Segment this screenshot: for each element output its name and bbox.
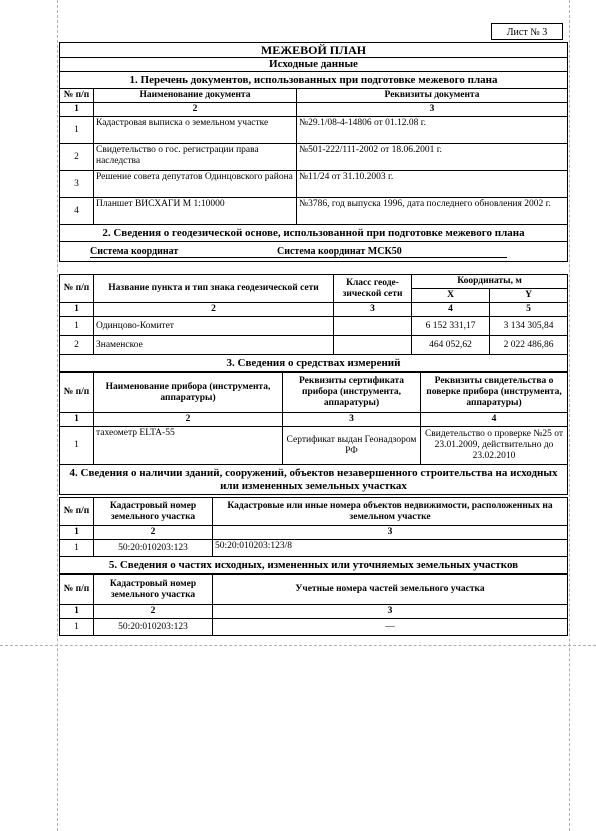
doc-req: №29.1/08-4-14806 от 01.12.08 г. <box>297 117 568 144</box>
col-index: 3 <box>213 605 568 619</box>
col-index: 4 <box>412 303 490 317</box>
row-num: 4 <box>60 198 94 225</box>
col-parts-header: Учетные номера частей земельного участка <box>213 575 568 605</box>
point-class <box>334 317 412 336</box>
table-row <box>60 317 568 336</box>
col-index: 2 <box>94 605 213 619</box>
coordinate-system-label: Система координат <box>90 246 277 258</box>
point-name: Одинцово-Комитет <box>94 317 334 336</box>
col-check-header: Реквизиты свидетельства о поверке прибора (инструмента, аппаратуры) <box>421 373 568 413</box>
row-num: 2 <box>60 336 94 355</box>
col-index: 5 <box>490 303 568 317</box>
table-row <box>60 427 568 465</box>
col-coord-header: Координаты, м <box>412 275 568 289</box>
col-cert-header: Реквизиты сертификата прибора (инструмента, аппаратуры) <box>283 373 421 413</box>
row-num: 2 <box>60 144 94 171</box>
doc-req: №11/24 от 31.10.2003 г. <box>297 171 568 198</box>
cadastral-number: 50:20:010203:123 <box>94 540 213 557</box>
col-index: 2 <box>94 413 283 427</box>
coordinate-system-line <box>60 242 568 262</box>
coord-x: 6 152 331,17 <box>412 317 490 336</box>
doc-name: Решение совета депутатов Одинцовского района <box>94 171 297 198</box>
documents-table <box>59 42 568 262</box>
page-margin-right <box>569 0 570 831</box>
col-index: 2 <box>94 103 297 117</box>
table-row <box>60 540 568 557</box>
table-row <box>60 198 568 225</box>
col-num-header: № п/п <box>60 373 94 413</box>
col-x-header: X <box>412 289 490 303</box>
instrument-cert: Сертификат выдан Геонадзором РФ <box>283 427 421 465</box>
col-index: 1 <box>60 103 94 117</box>
object-number: 50:20:010203:123/8 <box>213 540 568 557</box>
col-point-header: Название пункта и тип знака геодезической сети <box>94 275 334 303</box>
col-num-header: № п/п <box>60 575 94 605</box>
instrument-name: тахеометр ELTA-55 <box>94 427 283 465</box>
col-index: 1 <box>60 526 94 540</box>
buildings-table <box>59 497 568 574</box>
col-num-header: № п/п <box>60 89 94 103</box>
section-4-title: 4. Сведения о наличии зданий, сооружений, объектов незавершенного строительства на исходных или измененных земельных участках <box>60 465 568 495</box>
col-index: 1 <box>60 605 94 619</box>
row-num: 1 <box>60 619 94 636</box>
row-num: 1 <box>60 540 94 557</box>
row-num: 1 <box>60 317 94 336</box>
table-row <box>60 144 568 171</box>
page-subtitle: Исходные данные <box>60 58 568 72</box>
col-index: 3 <box>283 413 421 427</box>
col-index: 3 <box>334 303 412 317</box>
col-doc-name-header: Наименование документа <box>94 89 297 103</box>
sheet-number: Лист № 3 <box>491 23 563 40</box>
row-num: 1 <box>60 117 94 144</box>
section-5-title: 5. Сведения о частях исходных, измененных или уточняемых земельных участков <box>60 557 568 574</box>
doc-req: №501-222/111-2002 от 18.06.2001 г. <box>297 144 568 171</box>
col-instrument-header: Наименование прибора (инструмента, аппаратуры) <box>94 373 283 413</box>
col-doc-req-header: Реквизиты документа <box>297 89 568 103</box>
page-title: МЕЖЕВОЙ ПЛАН <box>60 43 568 58</box>
col-class-header: Класс геоде-зической сети <box>334 275 412 303</box>
col-objects-header: Кадастровые или иные номера объектов недвижимости, расположенных на земельном участке <box>213 498 568 526</box>
row-num: 1 <box>60 427 94 465</box>
table-row <box>60 336 568 355</box>
col-y-header: Y <box>490 289 568 303</box>
coord-y: 3 134 305,84 <box>490 317 568 336</box>
table-row <box>60 619 568 636</box>
instruments-table <box>59 372 568 495</box>
col-cad-header: Кадастровый номер земельного участка <box>94 498 213 526</box>
doc-req: №3786, год выпуска 1996, дата последнего обновления 2002 г. <box>297 198 568 225</box>
instrument-check: Свидетельство о проверке №25 от 23.01.2009, действительно до 23.02.2010 <box>421 427 568 465</box>
point-name: Знаменское <box>94 336 334 355</box>
coordinate-system-value: Система координат МСК50 <box>277 246 507 258</box>
page-margin-left <box>57 0 58 831</box>
col-index: 3 <box>213 526 568 540</box>
col-index: 3 <box>297 103 568 117</box>
col-num-header: № п/п <box>60 498 94 526</box>
table-row <box>60 171 568 198</box>
col-num-header: № п/п <box>60 275 94 303</box>
geodetic-table <box>59 274 568 372</box>
parts-table <box>59 574 568 636</box>
col-cad-header: Кадастровый номер земельного участка <box>94 575 213 605</box>
section-2-title: 2. Сведения о геодезической основе, использованной при подготовке межевого плана <box>60 225 568 242</box>
cadastral-number: 50:20:010203:123 <box>94 619 213 636</box>
point-class <box>334 336 412 355</box>
section-3-title: 3. Сведения о средствах измерений <box>60 355 568 372</box>
row-num: 3 <box>60 171 94 198</box>
col-index: 1 <box>60 413 94 427</box>
col-index: 4 <box>421 413 568 427</box>
col-index: 2 <box>94 303 334 317</box>
page-break-line <box>0 645 596 646</box>
col-index: 2 <box>94 526 213 540</box>
part-numbers: — <box>213 619 568 636</box>
doc-name: Свидетельство о гос. регистрации права наследства <box>94 144 297 171</box>
doc-name: Планшет ВИСХАГИ М 1:10000 <box>94 198 297 225</box>
coord-x: 464 052,62 <box>412 336 490 355</box>
table-row <box>60 117 568 144</box>
col-index: 1 <box>60 303 94 317</box>
section-1-title: 1. Перечень документов, использованных при подготовке межевого плана <box>60 72 568 89</box>
coord-y: 2 022 486,86 <box>490 336 568 355</box>
doc-name: Кадастровая выписка о земельном участке <box>94 117 297 144</box>
